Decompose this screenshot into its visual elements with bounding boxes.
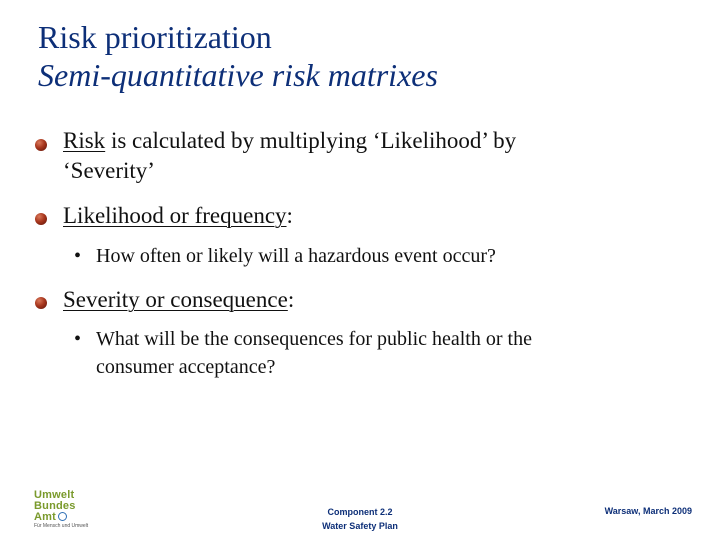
bullet-risk — [63, 126, 663, 186]
slide-subtitle: Semi-quantitative risk matrixes — [38, 57, 438, 93]
sub-bullet-likelihood — [74, 242, 674, 270]
sub-bullet-dot-icon: • — [74, 328, 82, 350]
term-likelihood-colon: : — [286, 203, 293, 228]
slide-title: Risk prioritization — [38, 19, 272, 55]
logo-tagline: Für Mensch und Umwelt — [34, 523, 89, 529]
term-severity: Severity or consequence — [63, 287, 288, 312]
slide-title-block — [38, 18, 438, 94]
sub-bullet-text: How often or likely will a hazardous event occur? — [96, 245, 496, 267]
logo-line-2: Bundes — [34, 500, 76, 512]
sub-bullet-text-line2: consumer acceptance? — [96, 356, 276, 378]
term-risk: Risk — [63, 128, 106, 153]
sub-bullet-severity — [74, 325, 674, 381]
bullet-risk-text: is calculated by multiplying ‘Likelihood’ by — [105, 128, 517, 153]
logo-line-1: Umwelt — [34, 489, 75, 501]
footer-date: Warsaw, March 2009 — [604, 506, 692, 516]
sub-bullet-text-line1: What will be the consequences for public health or the — [96, 328, 532, 350]
sub-bullet-dot-icon: • — [74, 245, 82, 267]
footer-component-line1: Component 2.2 — [327, 507, 393, 517]
logo-line-3: Amt — [34, 511, 56, 523]
bullet-icon — [35, 139, 47, 151]
logo-emblem-icon — [58, 512, 67, 521]
bullet-severity — [63, 285, 663, 315]
footer-component-line2: Water Safety Plan — [322, 521, 398, 531]
term-likelihood: Likelihood or frequency — [63, 203, 287, 228]
bullet-icon — [35, 297, 47, 309]
bullet-icon — [35, 213, 47, 225]
bullet-risk-text-line2: ‘Severity’ — [63, 158, 155, 183]
footer-component — [300, 505, 420, 533]
term-severity-colon: : — [287, 287, 295, 312]
umweltbundesamt-logo — [34, 490, 88, 534]
bullet-likelihood — [63, 201, 663, 231]
logo-line-3-wrap — [34, 512, 88, 523]
